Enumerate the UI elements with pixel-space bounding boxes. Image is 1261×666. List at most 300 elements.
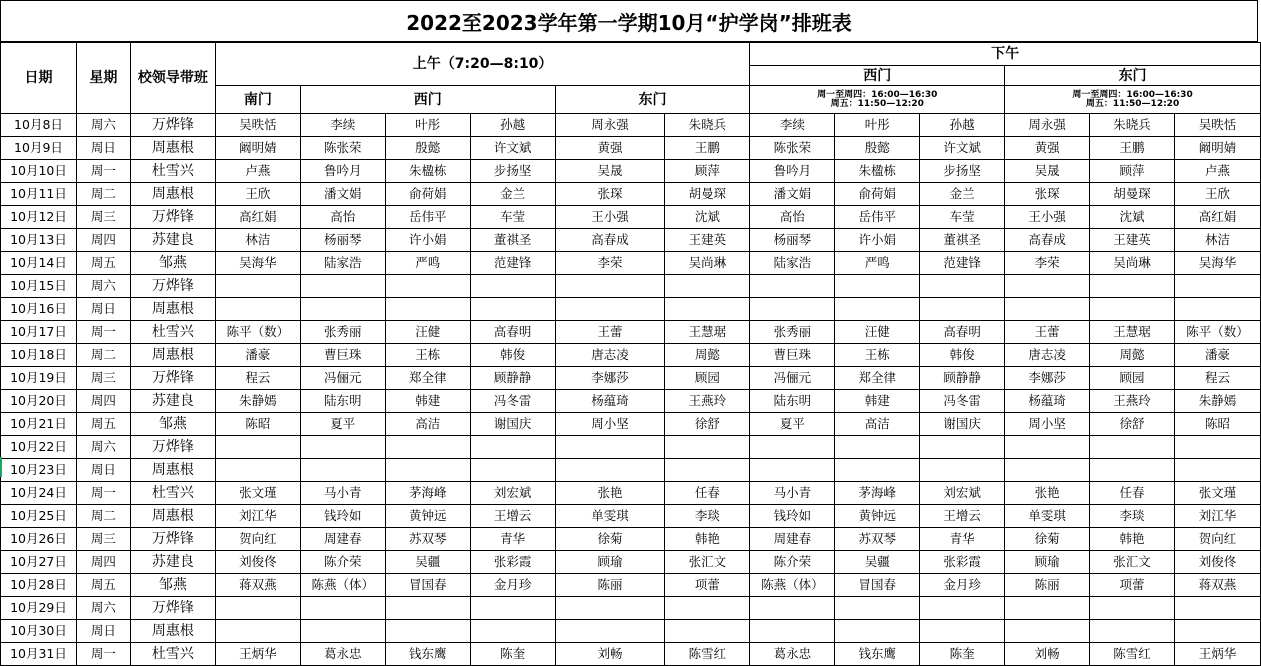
cell-duty[interactable]: 黄强 [555,137,665,160]
cell-duty[interactable]: 徐舒 [665,413,750,436]
cell-duty[interactable]: 刘俊佟 [1174,551,1260,574]
cell-duty[interactable] [1090,298,1175,321]
cell-duty[interactable] [300,436,385,459]
cell-weekday[interactable]: 周六 [76,275,130,298]
cell-duty[interactable]: 郑全律 [385,367,470,390]
cell-duty[interactable] [1005,459,1090,482]
cell-duty[interactable]: 王慧琚 [665,321,750,344]
cell-duty[interactable]: 董祺圣 [470,229,555,252]
cell-leader[interactable]: 周惠根 [130,505,215,528]
cell-duty[interactable] [835,459,920,482]
cell-duty[interactable]: 高春明 [470,321,555,344]
cell-duty[interactable] [470,298,555,321]
cell-date[interactable]: 10月24日 [1,482,77,505]
cell-duty[interactable]: 叶彤 [835,114,920,137]
cell-duty[interactable] [920,597,1005,620]
cell-duty[interactable]: 青华 [470,528,555,551]
cell-duty[interactable]: 徐舒 [1090,413,1175,436]
cell-duty[interactable]: 王增云 [470,505,555,528]
cell-leader[interactable]: 苏建良 [130,390,215,413]
cell-duty[interactable]: 贺向红 [1174,528,1260,551]
cell-date[interactable]: 10月10日 [1,160,77,183]
cell-duty[interactable]: 任春 [665,482,750,505]
cell-duty[interactable]: 朱楹栋 [835,160,920,183]
cell-duty[interactable]: 唐志凌 [1005,344,1090,367]
cell-duty[interactable] [835,436,920,459]
cell-duty[interactable] [1174,459,1260,482]
cell-duty[interactable]: 钱玲如 [300,505,385,528]
cell-duty[interactable]: 韩建 [835,390,920,413]
cell-duty[interactable] [215,459,300,482]
cell-duty[interactable]: 岳伟平 [385,206,470,229]
cell-duty[interactable]: 殷懿 [835,137,920,160]
cell-leader[interactable]: 万烨锋 [130,597,215,620]
cell-duty[interactable]: 王燕玲 [1090,390,1175,413]
cell-duty[interactable]: 杨丽琴 [750,229,835,252]
cell-duty[interactable]: 项蕾 [665,574,750,597]
cell-duty[interactable]: 许小娟 [385,229,470,252]
cell-duty[interactable]: 刘畅 [555,643,665,666]
cell-duty[interactable]: 周小坚 [1005,413,1090,436]
cell-date[interactable]: 10月13日 [1,229,77,252]
cell-duty[interactable] [215,275,300,298]
cell-duty[interactable] [1090,275,1175,298]
cell-date[interactable]: 10月29日 [1,597,77,620]
cell-duty[interactable] [1090,597,1175,620]
cell-duty[interactable]: 卢燕 [215,160,300,183]
cell-duty[interactable]: 步扬坚 [470,160,555,183]
cell-weekday[interactable]: 周三 [76,206,130,229]
cell-duty[interactable]: 李娜莎 [555,367,665,390]
cell-duty[interactable]: 陆东明 [750,390,835,413]
cell-duty[interactable] [665,275,750,298]
cell-duty[interactable]: 王炳华 [215,643,300,666]
cell-weekday[interactable]: 周四 [76,229,130,252]
cell-duty[interactable]: 步扬坚 [920,160,1005,183]
cell-duty[interactable] [1174,620,1260,643]
cell-duty[interactable]: 王建英 [665,229,750,252]
cell-duty[interactable]: 张汇文 [1090,551,1175,574]
cell-duty[interactable] [300,275,385,298]
cell-date[interactable]: 10月19日 [1,367,77,390]
cell-date[interactable]: 10月28日 [1,574,77,597]
cell-duty[interactable]: 谢国庆 [920,413,1005,436]
cell-duty[interactable]: 吴海华 [1174,252,1260,275]
cell-duty[interactable] [555,275,665,298]
cell-duty[interactable]: 陈丽 [1005,574,1090,597]
cell-duty[interactable] [835,620,920,643]
cell-weekday[interactable]: 周四 [76,551,130,574]
cell-date[interactable]: 10月25日 [1,505,77,528]
cell-duty[interactable] [555,436,665,459]
cell-duty[interactable] [1090,436,1175,459]
cell-duty[interactable]: 叶彤 [385,114,470,137]
cell-duty[interactable]: 沈斌 [665,206,750,229]
cell-duty[interactable]: 董祺圣 [920,229,1005,252]
cell-duty[interactable]: 葛永忠 [750,643,835,666]
cell-duty[interactable]: 青华 [920,528,1005,551]
cell-duty[interactable] [385,275,470,298]
cell-duty[interactable]: 张艳 [555,482,665,505]
cell-duty[interactable]: 高洁 [835,413,920,436]
cell-duty[interactable] [835,597,920,620]
cell-duty[interactable]: 阚明婧 [215,137,300,160]
cell-duty[interactable]: 顾静静 [470,367,555,390]
cell-duty[interactable] [1090,459,1175,482]
cell-duty[interactable]: 俞荷娟 [835,183,920,206]
cell-duty[interactable]: 王慧琚 [1090,321,1175,344]
cell-duty[interactable]: 王栋 [385,344,470,367]
cell-duty[interactable]: 冒国春 [385,574,470,597]
cell-weekday[interactable]: 周一 [76,160,130,183]
cell-duty[interactable]: 张文瑾 [1174,482,1260,505]
cell-duty[interactable] [920,459,1005,482]
cell-duty[interactable] [750,436,835,459]
cell-duty[interactable]: 汪健 [835,321,920,344]
cell-duty[interactable] [555,298,665,321]
cell-leader[interactable]: 万烨锋 [130,275,215,298]
cell-duty[interactable]: 谢国庆 [470,413,555,436]
cell-duty[interactable] [470,459,555,482]
cell-duty[interactable] [385,436,470,459]
cell-duty[interactable]: 吴尚琳 [1090,252,1175,275]
cell-weekday[interactable]: 周日 [76,459,130,482]
cell-duty[interactable]: 陈张荣 [300,137,385,160]
cell-date[interactable]: 10月30日 [1,620,77,643]
cell-leader[interactable]: 周惠根 [130,459,215,482]
cell-duty[interactable] [665,620,750,643]
cell-duty[interactable] [470,620,555,643]
cell-duty[interactable] [300,620,385,643]
cell-leader[interactable]: 万烨锋 [130,206,215,229]
cell-duty[interactable]: 顾园 [1090,367,1175,390]
cell-weekday[interactable]: 周一 [76,643,130,666]
cell-weekday[interactable]: 周六 [76,436,130,459]
cell-duty[interactable]: 刘俊佟 [215,551,300,574]
cell-duty[interactable]: 孙越 [920,114,1005,137]
cell-duty[interactable] [1005,298,1090,321]
cell-duty[interactable]: 鲁吟月 [300,160,385,183]
cell-duty[interactable]: 王蕾 [1005,321,1090,344]
cell-weekday[interactable]: 周日 [76,137,130,160]
cell-duty[interactable] [920,436,1005,459]
cell-duty[interactable]: 车莹 [920,206,1005,229]
cell-duty[interactable] [665,298,750,321]
cell-duty[interactable]: 冒国春 [835,574,920,597]
cell-duty[interactable]: 陈雪红 [1090,643,1175,666]
cell-duty[interactable] [750,459,835,482]
cell-duty[interactable] [1174,275,1260,298]
cell-duty[interactable] [1090,620,1175,643]
cell-duty[interactable]: 李荣 [1005,252,1090,275]
cell-duty[interactable]: 许文斌 [920,137,1005,160]
cell-duty[interactable]: 卢燕 [1174,160,1260,183]
cell-duty[interactable]: 张汇文 [665,551,750,574]
cell-duty[interactable]: 冯冬雷 [470,390,555,413]
cell-date[interactable]: 10月11日 [1,183,77,206]
cell-leader[interactable]: 周惠根 [130,183,215,206]
cell-weekday[interactable]: 周六 [76,114,130,137]
cell-duty[interactable]: 周建春 [750,528,835,551]
cell-duty[interactable]: 高红娟 [215,206,300,229]
cell-duty[interactable]: 钱玲如 [750,505,835,528]
cell-duty[interactable] [1174,298,1260,321]
cell-duty[interactable] [750,620,835,643]
cell-duty[interactable]: 陆家浩 [750,252,835,275]
cell-leader[interactable]: 周惠根 [130,298,215,321]
cell-leader[interactable]: 万烨锋 [130,114,215,137]
cell-leader[interactable]: 杜雪兴 [130,482,215,505]
cell-duty[interactable]: 顾瑜 [555,551,665,574]
cell-weekday[interactable]: 周二 [76,344,130,367]
cell-duty[interactable]: 苏双琴 [835,528,920,551]
cell-duty[interactable]: 吴昳恬 [1174,114,1260,137]
cell-duty[interactable]: 张秀丽 [750,321,835,344]
cell-leader[interactable]: 周惠根 [130,137,215,160]
cell-duty[interactable]: 潘文娟 [300,183,385,206]
cell-duty[interactable]: 马小青 [750,482,835,505]
cell-duty[interactable]: 夏平 [300,413,385,436]
cell-duty[interactable] [555,459,665,482]
cell-date[interactable]: 10月21日 [1,413,77,436]
cell-duty[interactable]: 王蕾 [555,321,665,344]
cell-duty[interactable] [300,597,385,620]
cell-duty[interactable]: 刘江华 [215,505,300,528]
cell-duty[interactable]: 朱晓兵 [665,114,750,137]
cell-duty[interactable]: 林洁 [215,229,300,252]
cell-duty[interactable]: 殷懿 [385,137,470,160]
cell-duty[interactable] [665,459,750,482]
cell-duty[interactable]: 张秀丽 [300,321,385,344]
cell-duty[interactable] [470,436,555,459]
cell-weekday[interactable]: 周六 [76,597,130,620]
cell-leader[interactable]: 杜雪兴 [130,321,215,344]
cell-duty[interactable]: 钱东鹰 [835,643,920,666]
cell-duty[interactable] [385,298,470,321]
cell-duty[interactable]: 金兰 [470,183,555,206]
cell-duty[interactable]: 蒋双燕 [1174,574,1260,597]
cell-duty[interactable]: 高怡 [750,206,835,229]
cell-duty[interactable]: 金兰 [920,183,1005,206]
cell-duty[interactable] [555,620,665,643]
cell-duty[interactable]: 徐菊 [1005,528,1090,551]
cell-duty[interactable]: 黄钟远 [385,505,470,528]
cell-duty[interactable]: 范建锋 [920,252,1005,275]
cell-duty[interactable] [215,620,300,643]
cell-duty[interactable]: 高春成 [1005,229,1090,252]
cell-weekday[interactable]: 周一 [76,482,130,505]
cell-duty[interactable]: 冯俪元 [750,367,835,390]
cell-duty[interactable] [1174,436,1260,459]
cell-weekday[interactable]: 周五 [76,574,130,597]
cell-duty[interactable]: 曹巨珠 [300,344,385,367]
cell-duty[interactable]: 王炳华 [1174,643,1260,666]
cell-duty[interactable]: 张琛 [555,183,665,206]
cell-duty[interactable]: 高红娟 [1174,206,1260,229]
cell-duty[interactable]: 韩俊 [920,344,1005,367]
cell-duty[interactable]: 黄强 [1005,137,1090,160]
cell-duty[interactable]: 周永强 [1005,114,1090,137]
cell-duty[interactable]: 吴晟 [1005,160,1090,183]
cell-duty[interactable]: 王欣 [1174,183,1260,206]
cell-duty[interactable]: 陆东明 [300,390,385,413]
cell-date[interactable]: 10月14日 [1,252,77,275]
cell-duty[interactable]: 项蕾 [1090,574,1175,597]
cell-duty[interactable]: 王建英 [1090,229,1175,252]
cell-duty[interactable]: 杨蕴琦 [1005,390,1090,413]
cell-duty[interactable]: 潘文娟 [750,183,835,206]
cell-duty[interactable]: 吴尚琳 [665,252,750,275]
cell-weekday[interactable]: 周日 [76,298,130,321]
cell-duty[interactable]: 张彩霞 [920,551,1005,574]
cell-duty[interactable]: 张琛 [1005,183,1090,206]
cell-leader[interactable]: 邹燕 [130,252,215,275]
cell-weekday[interactable]: 周三 [76,367,130,390]
cell-duty[interactable]: 周建春 [300,528,385,551]
cell-duty[interactable]: 朱静嫣 [1174,390,1260,413]
cell-duty[interactable]: 陈燕（体） [300,574,385,597]
cell-duty[interactable] [555,597,665,620]
cell-duty[interactable]: 王增云 [920,505,1005,528]
cell-duty[interactable] [1005,275,1090,298]
cell-duty[interactable]: 陈介荣 [750,551,835,574]
cell-duty[interactable]: 杨蕴琦 [555,390,665,413]
cell-duty[interactable] [1174,597,1260,620]
cell-duty[interactable]: 王小强 [555,206,665,229]
cell-duty[interactable] [665,436,750,459]
cell-duty[interactable]: 李续 [750,114,835,137]
cell-leader[interactable]: 周惠根 [130,344,215,367]
cell-duty[interactable]: 许文斌 [470,137,555,160]
cell-duty[interactable]: 金月珍 [470,574,555,597]
cell-duty[interactable] [300,298,385,321]
cell-duty[interactable]: 高洁 [385,413,470,436]
cell-duty[interactable]: 程云 [215,367,300,390]
cell-duty[interactable]: 吴疆 [385,551,470,574]
cell-duty[interactable]: 鲁吟月 [750,160,835,183]
cell-duty[interactable]: 陆家浩 [300,252,385,275]
cell-duty[interactable] [835,275,920,298]
cell-duty[interactable]: 吴晟 [555,160,665,183]
cell-duty[interactable]: 苏双琴 [385,528,470,551]
cell-duty[interactable] [750,597,835,620]
cell-duty[interactable]: 韩建 [385,390,470,413]
cell-duty[interactable]: 王鹏 [665,137,750,160]
cell-duty[interactable]: 顾静静 [920,367,1005,390]
cell-date[interactable]: 10月16日 [1,298,77,321]
cell-duty[interactable]: 黄钟远 [835,505,920,528]
cell-duty[interactable]: 高怡 [300,206,385,229]
cell-duty[interactable] [750,275,835,298]
cell-duty[interactable]: 高春成 [555,229,665,252]
cell-duty[interactable]: 周小坚 [555,413,665,436]
cell-duty[interactable]: 茅海峰 [385,482,470,505]
cell-duty[interactable]: 顾萍 [665,160,750,183]
cell-date[interactable]: 10月23日 [1,459,77,482]
cell-duty[interactable]: 韩艳 [1090,528,1175,551]
cell-duty[interactable]: 马小青 [300,482,385,505]
cell-leader[interactable]: 万烨锋 [130,528,215,551]
cell-duty[interactable]: 潘豪 [215,344,300,367]
cell-duty[interactable]: 张彩霞 [470,551,555,574]
cell-duty[interactable]: 陈平（数） [215,321,300,344]
cell-duty[interactable]: 周懿 [665,344,750,367]
cell-duty[interactable]: 任春 [1090,482,1175,505]
cell-leader[interactable]: 邹燕 [130,574,215,597]
cell-duty[interactable]: 汪健 [385,321,470,344]
cell-duty[interactable] [665,597,750,620]
cell-date[interactable]: 10月18日 [1,344,77,367]
cell-duty[interactable]: 严鸣 [385,252,470,275]
cell-duty[interactable] [1005,597,1090,620]
cell-duty[interactable]: 朱晓兵 [1090,114,1175,137]
cell-duty[interactable]: 阚明婧 [1174,137,1260,160]
cell-duty[interactable]: 徐菊 [555,528,665,551]
cell-weekday[interactable]: 周日 [76,620,130,643]
cell-duty[interactable]: 葛永忠 [300,643,385,666]
cell-date[interactable]: 10月20日 [1,390,77,413]
cell-duty[interactable]: 金月珍 [920,574,1005,597]
cell-date[interactable]: 10月12日 [1,206,77,229]
cell-weekday[interactable]: 周四 [76,390,130,413]
cell-duty[interactable]: 刘江华 [1174,505,1260,528]
cell-duty[interactable]: 冯冬雷 [920,390,1005,413]
cell-duty[interactable]: 茅海峰 [835,482,920,505]
cell-weekday[interactable]: 周三 [76,528,130,551]
cell-duty[interactable]: 潘豪 [1174,344,1260,367]
cell-date[interactable]: 10月22日 [1,436,77,459]
cell-duty[interactable]: 贺向红 [215,528,300,551]
cell-duty[interactable] [470,597,555,620]
cell-duty[interactable]: 陈燕（体） [750,574,835,597]
cell-duty[interactable]: 岳伟平 [835,206,920,229]
cell-duty[interactable]: 李琰 [1090,505,1175,528]
cell-duty[interactable] [920,298,1005,321]
cell-duty[interactable]: 吴疆 [835,551,920,574]
cell-duty[interactable]: 陈雪红 [665,643,750,666]
cell-date[interactable]: 10月31日 [1,643,77,666]
cell-duty[interactable]: 陈昭 [1174,413,1260,436]
cell-duty[interactable]: 郑全律 [835,367,920,390]
cell-duty[interactable]: 顾萍 [1090,160,1175,183]
cell-duty[interactable] [385,620,470,643]
cell-duty[interactable] [750,298,835,321]
cell-duty[interactable]: 张艳 [1005,482,1090,505]
cell-duty[interactable] [1005,436,1090,459]
cell-duty[interactable]: 顾瑜 [1005,551,1090,574]
cell-duty[interactable]: 胡曼琛 [1090,183,1175,206]
cell-date[interactable]: 10月26日 [1,528,77,551]
cell-leader[interactable]: 万烨锋 [130,436,215,459]
cell-duty[interactable]: 韩艳 [665,528,750,551]
cell-duty[interactable]: 周懿 [1090,344,1175,367]
cell-duty[interactable]: 吴海华 [215,252,300,275]
cell-leader[interactable]: 苏建良 [130,551,215,574]
cell-leader[interactable]: 周惠根 [130,620,215,643]
cell-weekday[interactable]: 周二 [76,505,130,528]
cell-duty[interactable]: 胡曼琛 [665,183,750,206]
cell-duty[interactable]: 王栋 [835,344,920,367]
cell-duty[interactable]: 刘畅 [1005,643,1090,666]
cell-duty[interactable]: 程云 [1174,367,1260,390]
cell-duty[interactable]: 王欣 [215,183,300,206]
cell-duty[interactable]: 韩俊 [470,344,555,367]
cell-weekday[interactable]: 周二 [76,183,130,206]
cell-duty[interactable]: 李续 [300,114,385,137]
cell-duty[interactable] [920,620,1005,643]
cell-duty[interactable]: 孙越 [470,114,555,137]
cell-date[interactable]: 10月15日 [1,275,77,298]
